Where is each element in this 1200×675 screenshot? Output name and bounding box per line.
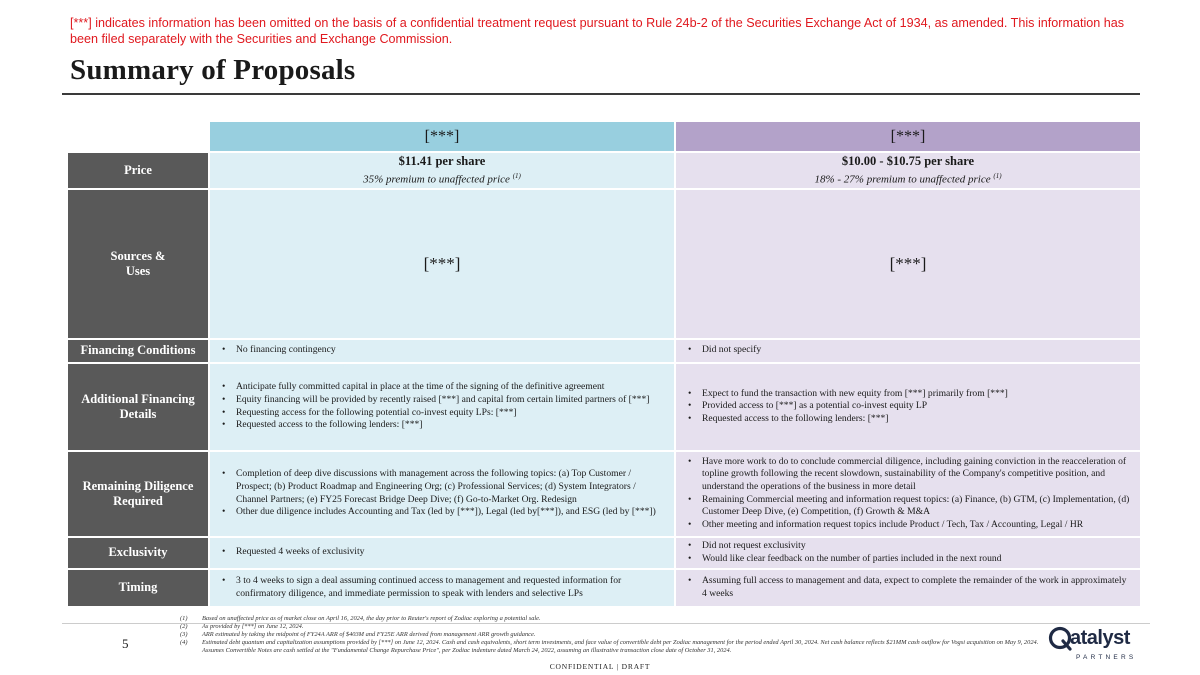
bullet-item: • No financing contingency (222, 344, 666, 357)
footnote-number: (4) (180, 639, 188, 646)
bullet-list (676, 454, 1140, 534)
row-label-sources-uses (68, 190, 208, 338)
footnote-number: (3) (180, 631, 188, 638)
additional-financing-bidder-a (210, 364, 674, 450)
price-premium-b (676, 169, 1140, 188)
bullet-item: • Requested access to the following lenders: [***] (688, 413, 1132, 426)
footnote-number: (1) (180, 615, 188, 622)
bullet-item: • Requested 4 weeks of exclusivity (222, 546, 666, 559)
bullet-list (210, 573, 674, 602)
diligence-bidder-a (210, 452, 674, 536)
logo-wordmark: atalyst (1070, 627, 1130, 649)
bullet-item: • 3 to 4 weeks to sign a deal assuming continued access to management and requested information for confirmatory diligence, and immediate permission to speak with lenders and selective LPs (222, 575, 666, 600)
bullet-list (676, 538, 1140, 567)
row-label-timing: Timing (68, 570, 208, 606)
bullet-item: • Provided access to [***] as a potential co-invest equity LP (688, 400, 1132, 413)
confidentiality-disclaimer: [***] indicates information has been omitted on the basis of a confidential treatment request pursuant to Rule 24b-2 of the Securities Exchange Act of 1934, as amended. This information has been filed separately with the Securities and Exchange Commission. (70, 16, 1125, 46)
table-row-additional-financing (68, 364, 1140, 450)
timing-bidder-a (210, 570, 674, 606)
row-label-financing-conditions: Financing Conditions (68, 340, 208, 362)
footnote (180, 615, 1050, 623)
bullet-item: • Did not specify (688, 344, 1132, 357)
bullet-item: • Have more work to do to conclude commercial diligence, including gaining conviction in the reacceleration of topline growth following the recent slowdown, sustainability of the Company's competitive position, and understand the operations of the business in more detail (688, 456, 1132, 494)
bullet-list (210, 342, 674, 359)
footnote-text: Based on unaffected price as of market close on April 16, 2024, the day prior to Reuter's report of Zodiac exploring a potential sale. (202, 615, 541, 622)
table-row-remaining-diligence (68, 452, 1140, 536)
bullet-item: • Other due diligence includes Accounting and Tax (led by [***]), Legal (led by[***]), and ESG (led by [***]) (222, 506, 666, 519)
price-premium-text-a: 35% premium to unaffected price (363, 173, 510, 186)
financing-bidder-a (210, 340, 674, 362)
sources-uses-bidder-a: [***] (210, 190, 674, 338)
price-bidder-a (210, 153, 674, 188)
price-value-b: $10.00 - $10.75 per share (841, 154, 975, 168)
row-label-exclusivity: Exclusivity (68, 538, 208, 568)
additional-financing-bidder-b (676, 364, 1140, 450)
bullet-item: • Did not request exclusivity (688, 540, 1132, 553)
footnote-ref: (1) (512, 172, 521, 180)
row-label-line: Sources & (110, 248, 166, 263)
footnote-text: Estimated debt quantum and capitalization assumptions provided by [***] on June 12, 2024. Cash and cash equivalents, short term investments, and face value of convertible debt per Zodiac management for the period ended April 30, 2024. Net cash balance reflects $21MM cash outflow for Vogsi acquisition on May 9, 2024. Assumes Convertible Notes are cash settled at the "Fundamental Change Repurchase Price", per Zodiac indenture dated March 24, 2022, assuming an illustrative transaction close date of October 31, 2024. (202, 639, 1039, 654)
exclusivity-bidder-a (210, 538, 674, 568)
proposals-table (66, 120, 1142, 608)
bullet-item: • Would like clear feedback on the number of parties included in the next round (688, 553, 1132, 566)
row-label-line: Additional Financing (81, 391, 195, 406)
table-row-financing-conditions (68, 340, 1140, 362)
footnotes (180, 615, 1050, 655)
timing-bidder-b (676, 570, 1140, 606)
footnote (180, 623, 1050, 631)
table-row-timing (68, 570, 1140, 606)
bullet-item: • Assuming full access to management and data, expect to complete the remainder of the work in approximately 4 weeks (688, 575, 1132, 600)
price-premium-a (210, 169, 674, 188)
bullet-item: • Other meeting and information request topics include Product / Tech, Tax / Accounting, Legal / HR (688, 519, 1132, 532)
financing-bidder-b (676, 340, 1140, 362)
price-premium-text-b: 18% - 27% premium to unaffected price (814, 173, 991, 186)
price-value-a: $11.41 per share (398, 154, 486, 168)
table-header-row (68, 122, 1140, 151)
bullet-item: • Remaining Commercial meeting and information request topics: (a) Finance, (b) GTM, (c) Implementation, (d) Customer Deep Dive, (e) Competition, (f) Growth & M&A (688, 494, 1132, 519)
bullet-item: • Expect to fund the transaction with new equity from [***] primarily from [***] (688, 388, 1132, 401)
sources-uses-bidder-b: [***] (676, 190, 1140, 338)
bullet-list (210, 466, 674, 520)
row-label-line: Remaining Diligence (82, 478, 194, 493)
qatalyst-logo (1048, 626, 1143, 664)
footnote-text: ARR estimated by taking the midpoint of FY24A ARR of $403M and FY25E ARR derived from management ARR growth guidance. (202, 631, 536, 638)
bullet-list (676, 386, 1140, 428)
page-number: 5 (122, 636, 129, 651)
column-header-bidder-b: [***] (676, 122, 1140, 151)
row-label-line: Details (119, 406, 157, 421)
row-label-line: Required (113, 493, 163, 508)
table-row-exclusivity (68, 538, 1140, 568)
bullet-list (210, 379, 674, 433)
table-corner (68, 122, 208, 151)
page-title: Summary of Proposals (70, 54, 356, 86)
bullet-item: • Anticipate fully committed capital in place at the time of the signing of the definitive agreement (222, 381, 666, 394)
table-row-price (68, 153, 1140, 188)
column-header-bidder-a: [***] (210, 122, 674, 151)
confidential-label: CONFIDENTIAL | DRAFT (549, 662, 651, 671)
logo-subtitle: PARTNERS (1076, 654, 1137, 661)
bullet-list (676, 342, 1140, 359)
bullet-item: • Equity financing will be provided by recently raised [***] and capital from certain limited partners of [***] (222, 394, 666, 407)
table-row-sources-uses (68, 190, 1140, 338)
row-label-additional-financing (68, 364, 208, 450)
diligence-bidder-b (676, 452, 1140, 536)
bullet-item: • Requesting access for the following potential co-invest equity LPs: [***] (222, 407, 666, 420)
footnote-number: (2) (180, 623, 188, 630)
footnote (180, 639, 1050, 655)
row-label-line: Uses (125, 263, 151, 278)
bullet-item: • Completion of deep dive discussions with management across the following topics: (a) Top Customer / Prospect; (b) Product Roadmap and Engineering Org; (c) Professional Services; (d) System Integrators / Channel Partners; (e) FY25 Forecast Bridge Deep Dive; (f) Go-to-Market Org. Redesign (222, 468, 666, 506)
bullet-list (676, 573, 1140, 602)
footnote-ref: (1) (993, 172, 1002, 180)
footnote (180, 631, 1050, 639)
bullet-list (210, 544, 674, 561)
title-divider (62, 93, 1140, 95)
row-label-price: Price (68, 153, 208, 188)
row-label-remaining-diligence (68, 452, 208, 536)
exclusivity-bidder-b (676, 538, 1140, 568)
footnote-text: As provided by [***] on June 12, 2024. (202, 623, 304, 630)
price-bidder-b (676, 153, 1140, 188)
bullet-item: • Requested access to the following lenders: [***] (222, 419, 666, 432)
